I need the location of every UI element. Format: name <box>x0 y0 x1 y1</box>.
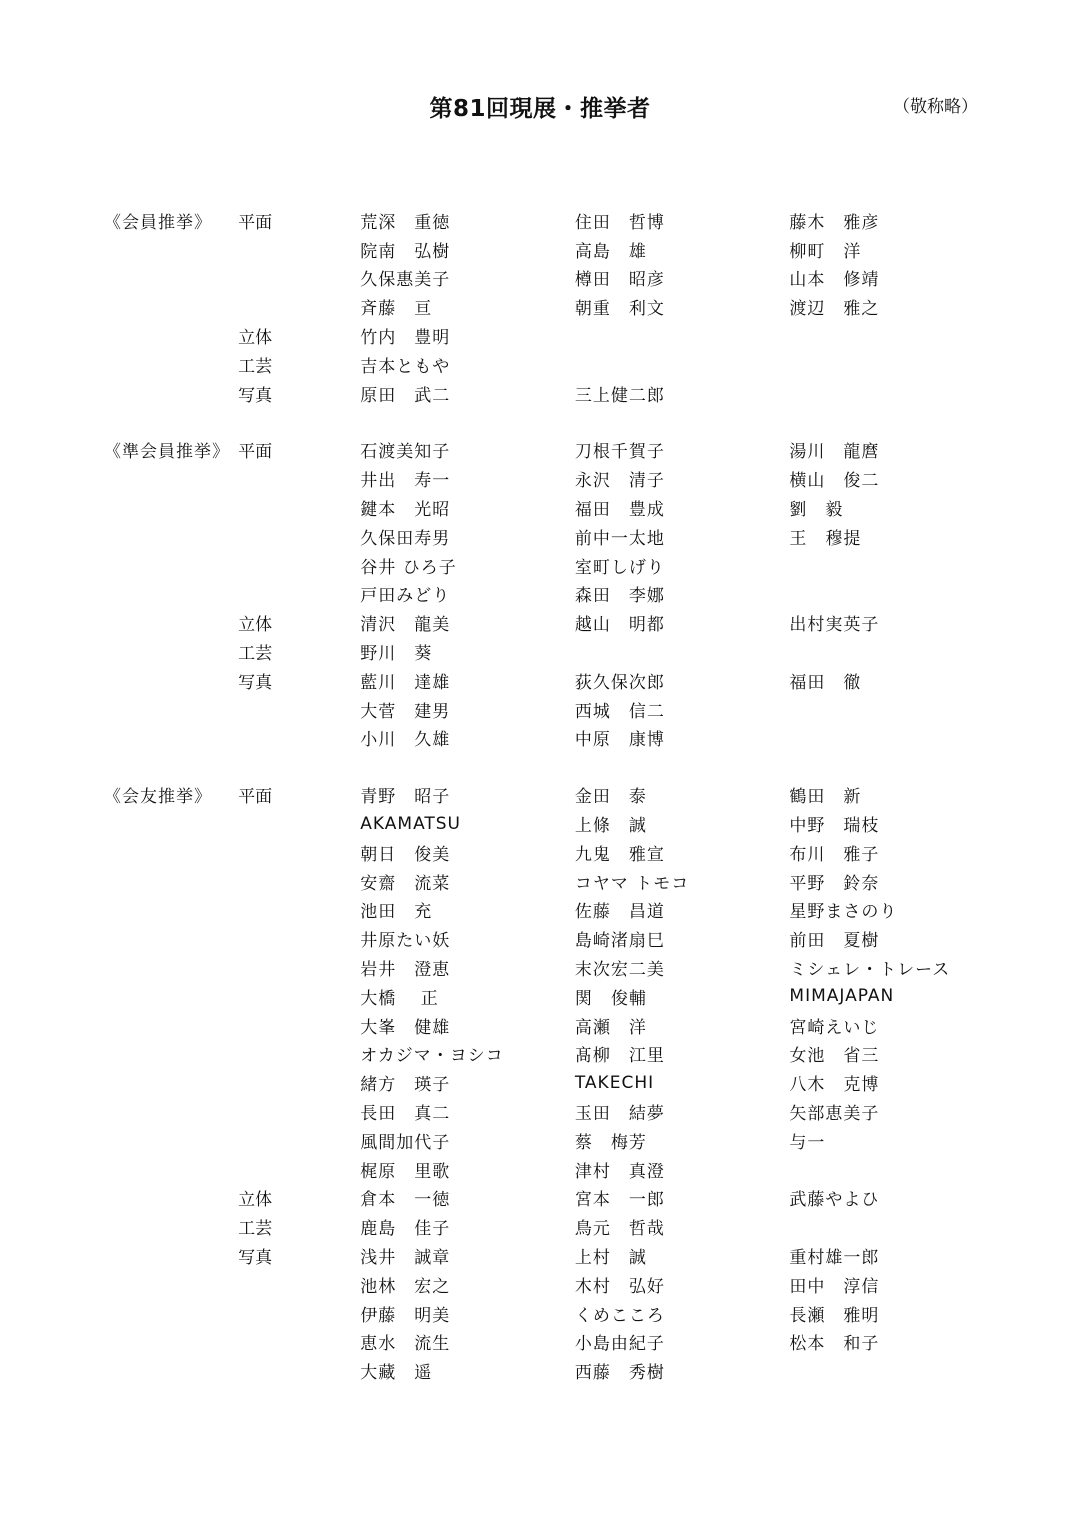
category-label: 写真 <box>238 385 273 406</box>
nominee-name: 大菅 建男 <box>360 701 451 722</box>
nominee-row <box>104 608 1004 637</box>
nominee-row <box>104 867 1004 896</box>
nominee-row <box>104 1327 1004 1356</box>
nominee-name: AKAMATSU <box>360 813 461 834</box>
nominee-name: 原田 武二 <box>360 385 451 406</box>
nominee-name: オカジマ・ヨシコ <box>360 1046 504 1067</box>
nominee-name: 三上健二郎 <box>574 385 665 406</box>
nominee-row <box>104 522 1004 551</box>
nominee-name: 鳥元 哲哉 <box>574 1219 665 1240</box>
nominee-name: 倉本 一徳 <box>360 1190 451 1211</box>
nominee-row <box>104 321 1004 350</box>
nominee-row <box>104 464 1004 493</box>
nominee-row <box>104 1126 1004 1155</box>
nominee-name: 西城 信二 <box>574 701 665 722</box>
nominee-name: 鶴田 新 <box>789 787 862 808</box>
nominee-name: 上村 誠 <box>574 1247 647 1268</box>
nominee-name: 鍵本 光昭 <box>360 500 451 521</box>
nominee-name: 矢部恵美子 <box>789 1104 880 1124</box>
nominee-name: 長田 真二 <box>360 1104 451 1124</box>
nominee-name: 森田 李娜 <box>574 586 665 607</box>
nominee-name: 福田 徹 <box>789 672 862 693</box>
nominee-name: 永沢 清子 <box>574 471 665 492</box>
nominee-name: 玉田 結夢 <box>574 1104 665 1124</box>
group-label: 《会友推挙》 <box>104 787 212 808</box>
nominee-row <box>104 924 1004 953</box>
nominee-row <box>104 982 1004 1011</box>
nominee-name: 藍川 達雄 <box>360 672 451 693</box>
nominee-name: 重村雄一郎 <box>789 1247 880 1268</box>
nominee-name: 佐藤 昌道 <box>574 902 665 923</box>
nominee-name: 田中 淳信 <box>789 1276 880 1297</box>
category-label: 工芸 <box>238 356 273 377</box>
category-label: 立体 <box>238 1190 273 1211</box>
nominee-row <box>104 695 1004 724</box>
nominee-name: 木村 弘好 <box>574 1276 665 1297</box>
nominee-row <box>104 235 1004 264</box>
nominee-row <box>104 809 1004 838</box>
nominee-name: 九鬼 雅宣 <box>574 844 665 865</box>
nominee-name: 女池 省三 <box>789 1046 880 1067</box>
honorific-note: （敬称略） <box>893 97 978 117</box>
nominee-name: 伊藤 明美 <box>360 1305 451 1326</box>
nominee-row <box>104 1068 1004 1097</box>
category-label: 工芸 <box>238 644 273 665</box>
nominee-name: 藤木 雅彦 <box>789 212 880 233</box>
category-label: 立体 <box>238 328 273 349</box>
nominee-name: 池林 宏之 <box>360 1276 451 1297</box>
nominee-name: 宮崎えいじ <box>789 1017 880 1038</box>
nominee-row <box>104 637 1004 666</box>
nominee-name: 小島由紀子 <box>574 1334 665 1355</box>
category-label: 立体 <box>238 615 273 636</box>
nominee-name: 平野 鈴奈 <box>789 873 880 894</box>
group-label: 《準会員推挙》 <box>104 442 230 463</box>
nominee-name: 小川 久雄 <box>360 730 451 751</box>
nominee-row <box>104 493 1004 522</box>
nominee-name: 樽田 昭彦 <box>574 270 665 291</box>
nominee-name: ミシェレ・トレース <box>789 960 951 981</box>
nominee-row <box>104 350 1004 379</box>
nominee-row <box>104 666 1004 695</box>
nominee-name: コヤマ トモコ <box>574 873 690 894</box>
nominee-name: 星野まさのり <box>789 902 898 923</box>
nominee-name: 院南 弘樹 <box>360 241 451 262</box>
nominee-name: 劉 毅 <box>789 500 844 521</box>
nominee-name: 関 俊輔 <box>574 988 647 1009</box>
nominee-row <box>104 379 1004 408</box>
nominee-name: 高島 雄 <box>574 241 647 262</box>
nominee-row <box>104 896 1004 925</box>
nominee-row <box>104 1356 1004 1385</box>
nominee-name: MIMAJAPAN <box>789 986 895 1007</box>
nominee-name: 久保惠美子 <box>360 270 451 291</box>
nominee-row <box>104 724 1004 753</box>
nominee-name: 宮本 一郎 <box>574 1190 665 1211</box>
nominee-name: 安齋 流菜 <box>360 873 451 894</box>
nominee-name: 荻久保次郎 <box>574 672 665 693</box>
nominee-name: 津村 真澄 <box>574 1161 665 1182</box>
nominee-name: 岩井 澄恵 <box>360 960 451 981</box>
category-label: 写真 <box>238 672 273 693</box>
nominee-name: 布川 雅子 <box>789 844 880 865</box>
nominee-name: 前田 夏樹 <box>789 931 880 952</box>
nominee-row <box>104 292 1004 321</box>
nominee-name: 野川 葵 <box>360 644 433 665</box>
nominee-name: 戸田みどり <box>360 586 451 607</box>
nominee-name: 鹿島 佳子 <box>360 1219 451 1240</box>
nominee-name: 王 穆提 <box>789 528 862 549</box>
nominee-name: 竹内 豊明 <box>360 328 451 349</box>
nominee-name: 柳町 洋 <box>789 241 862 262</box>
nominee-row <box>104 1270 1004 1299</box>
nominee-name: 大橋 正 <box>360 988 439 1009</box>
nominee-row <box>104 1097 1004 1126</box>
nominee-name: 前中一太地 <box>574 528 665 549</box>
nominee-name: 室町しげり <box>574 557 665 578</box>
nominee-name: 恵水 流生 <box>360 1334 451 1355</box>
nominee-name: 越山 明都 <box>574 615 665 636</box>
nominee-row <box>104 1299 1004 1328</box>
nominee-row <box>104 264 1004 293</box>
nominee-name: 中野 瑞枝 <box>789 816 880 837</box>
nominee-name: 横山 俊二 <box>789 471 880 492</box>
nominee-group <box>104 206 1004 408</box>
nominee-name: 出村実英子 <box>789 615 880 636</box>
group-label: 《会員推挙》 <box>104 212 212 233</box>
nominee-name: 梶原 里歌 <box>360 1161 451 1182</box>
nominee-row <box>104 1040 1004 1069</box>
nominee-name: くめこころ <box>574 1305 665 1326</box>
nominee-list <box>104 206 1004 1413</box>
nominee-row <box>104 838 1004 867</box>
nominee-name: 松本 和子 <box>789 1334 880 1355</box>
nominee-name: 西藤 秀樹 <box>574 1363 665 1384</box>
nominee-name: 与一 <box>789 1132 826 1153</box>
nominee-name: 久保田寿男 <box>360 528 451 549</box>
nominee-row <box>104 1011 1004 1040</box>
nominee-name: 中原 康博 <box>574 730 665 751</box>
nominee-name: 風間加代子 <box>360 1132 451 1153</box>
nominee-row <box>104 953 1004 982</box>
nominee-name: 髙柳 江里 <box>574 1046 665 1067</box>
category-label: 平面 <box>238 442 273 463</box>
nominee-name: 谷井 ひろ子 <box>360 557 457 578</box>
nominee-name: 刀根千賀子 <box>574 442 665 463</box>
nominee-name: 井出 寿一 <box>360 471 451 492</box>
nominee-name: 緒方 瑛子 <box>360 1075 451 1096</box>
nominee-row <box>104 436 1004 465</box>
nominee-name: 上條 誠 <box>574 816 647 837</box>
nominee-name: 荒深 重徳 <box>360 212 451 233</box>
nominee-row <box>104 551 1004 580</box>
nominee-name: 青野 昭子 <box>360 787 451 808</box>
category-label: 平面 <box>238 212 273 233</box>
nominee-name: 湯川 龍麿 <box>789 442 880 463</box>
nominee-name: 渡辺 雅之 <box>789 299 880 320</box>
nominee-name: 朝日 俊美 <box>360 844 451 865</box>
category-label: 写真 <box>238 1247 273 1268</box>
nominee-row <box>104 1155 1004 1184</box>
page-title: 第81回現展・推挙者 <box>429 96 651 122</box>
category-label: 工芸 <box>238 1219 273 1240</box>
nominee-row <box>104 1212 1004 1241</box>
nominee-group <box>104 780 1004 1385</box>
nominee-name: 山本 修靖 <box>789 270 880 291</box>
nominee-name: 大藏 遥 <box>360 1363 433 1384</box>
nominee-name: 福田 豊成 <box>574 500 665 521</box>
nominee-name: 蔡 梅芳 <box>574 1132 647 1153</box>
nominee-name: 吉本ともや <box>360 356 451 377</box>
nominee-name: 武藤やよひ <box>789 1190 880 1211</box>
nominee-name: 高瀬 洋 <box>574 1017 647 1038</box>
nominee-name: 金田 泰 <box>574 787 647 808</box>
nominee-name: 池田 充 <box>360 902 433 923</box>
nominee-name: 朝重 利文 <box>574 299 665 320</box>
nominee-name: 浅井 誠章 <box>360 1247 451 1268</box>
nominee-row <box>104 580 1004 609</box>
nominee-row <box>104 1184 1004 1213</box>
nominee-row <box>104 780 1004 809</box>
nominee-name: 八木 克博 <box>789 1075 880 1096</box>
nominee-name: 斉藤 亘 <box>360 299 433 320</box>
nominee-name: 長瀬 雅明 <box>789 1305 880 1326</box>
nominee-row <box>104 1241 1004 1270</box>
nominee-name: 島崎渚扇巳 <box>574 931 665 952</box>
nominee-name: 井原たい妖 <box>360 931 451 952</box>
nominee-name: 石渡美知子 <box>360 442 451 463</box>
nominee-name: TAKECHI <box>574 1072 655 1093</box>
nominee-name: 大峯 健雄 <box>360 1017 451 1038</box>
nominee-name: 清沢 龍美 <box>360 615 451 636</box>
nominee-group <box>104 436 1004 753</box>
nominee-name: 住田 哲博 <box>574 212 665 233</box>
nominee-row <box>104 206 1004 235</box>
nominee-name: 末次宏二美 <box>574 960 665 981</box>
category-label: 平面 <box>238 787 273 808</box>
